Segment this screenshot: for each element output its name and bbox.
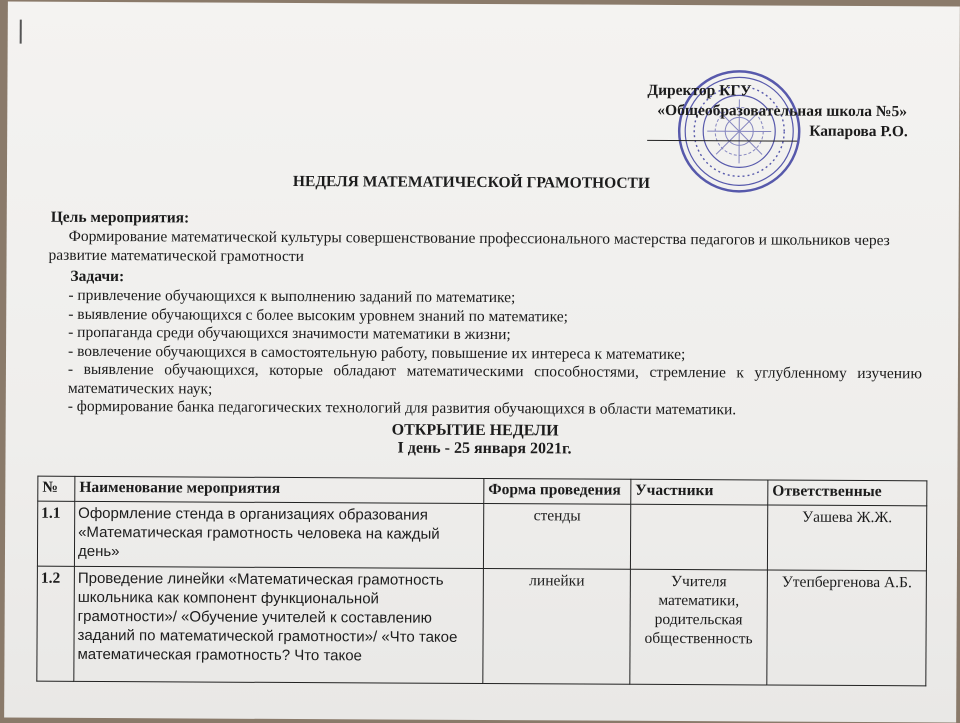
task-item: - выявление обучающихся, которые обладают математическими способностями, стремление к углубленному изучению математических наук; xyxy=(48,361,922,403)
school-name: «Общеобразовательная школа №5» xyxy=(647,101,908,122)
margin-mark xyxy=(20,20,22,44)
director-approval-block xyxy=(647,81,908,142)
tasks-heading: Задачи: xyxy=(70,268,124,286)
tasks-list xyxy=(48,287,923,421)
table-row xyxy=(37,566,927,686)
task-item: - вовлечение обучающихся в самостоятельную работу, повышение их интереса к математике; xyxy=(48,342,922,365)
table-row xyxy=(37,501,926,571)
signature-underline xyxy=(647,126,797,142)
column-header: Участники xyxy=(631,479,768,505)
opening-heading: ОТКРЫТИЕ НЕДЕЛИ xyxy=(392,422,559,441)
row-number: 1.1 xyxy=(37,501,74,566)
event-name: Оформление стенда в организациях образования «Математическая грамотность человека на каждый день» xyxy=(74,501,483,568)
event-responsible: Утепбергенова А.Б. xyxy=(767,570,927,686)
event-participants: Учителя математики, родительская общественность xyxy=(630,569,768,685)
event-participants xyxy=(630,504,767,570)
column-header: № xyxy=(38,476,75,501)
row-number: 1.2 xyxy=(37,566,75,681)
document-page xyxy=(4,2,960,723)
event-responsible: Уашева Ж.Ж. xyxy=(767,505,926,571)
events-table xyxy=(36,476,927,687)
task-item: - привлечение обучающихся к выполнению заданий по математике; xyxy=(48,287,922,310)
event-form: стенды xyxy=(483,504,630,570)
column-header: Наименование мероприятия xyxy=(75,476,484,503)
task-item: - пропаганда среди обучающихся значимости математики в жизни; xyxy=(48,324,922,347)
task-item: - выявление обучающихся с более высоким уровнем знаний по математике; xyxy=(48,305,922,328)
goal-heading: Цель мероприятия: xyxy=(51,209,190,228)
goal-text: Формирование математической культуры совершенствование профессионального мастерства педагогов и школьников через развитие математической грамотности xyxy=(49,228,921,270)
day-heading: I день - 25 января 2021г. xyxy=(397,440,571,459)
column-header: Форма проведения xyxy=(484,479,631,505)
event-name: Проведение линейки «Математическая грамотность школьника как компонент функциональной грамотности»/ «Обучение учителей к составлению заданий по математической грамотности»/ «Что такое математическая грамотность? Что такое xyxy=(74,566,484,683)
document-title: НЕДЕЛЯ МАТЕМАТИЧЕСКОЙ ГРАМОТНОСТИ xyxy=(293,173,650,193)
signature-line xyxy=(647,121,908,142)
column-header: Ответственные xyxy=(768,480,927,506)
event-form: линейки xyxy=(483,569,631,685)
task-item: - формирование банка педагогических технологий для развития обучающихся в области математики. xyxy=(48,398,922,421)
director-name: Капарова Р.О. xyxy=(809,122,908,143)
director-title: Директор КГУ xyxy=(647,81,908,102)
